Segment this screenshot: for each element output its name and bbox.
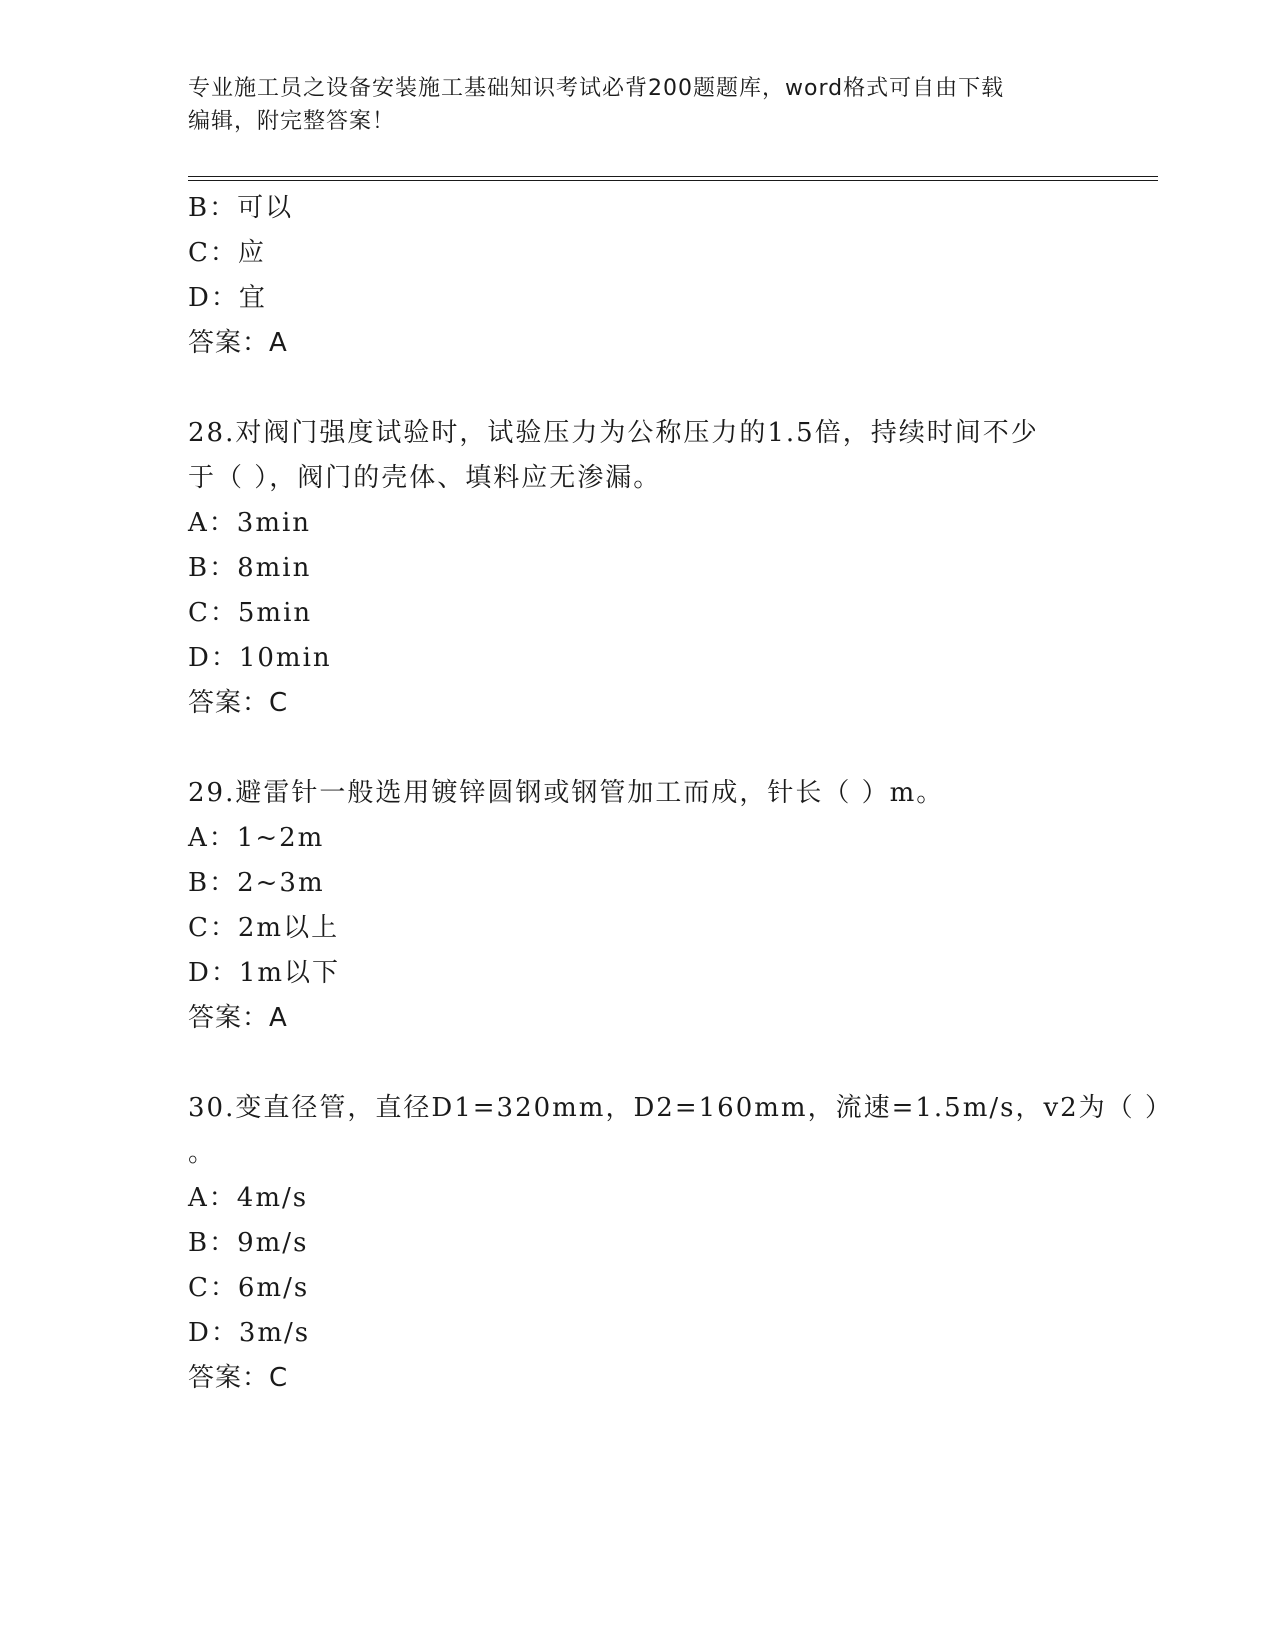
q30-option-b: B：9m/s xyxy=(188,1228,309,1258)
q27-option-c: C：应 xyxy=(188,238,266,268)
q29-stem-line-1: 29.避雷针一般选用镀锌圆钢或钢管加工而成，针长（ ）m。 xyxy=(188,778,945,808)
q30-stem-line-2: 。 xyxy=(188,1138,217,1168)
q30-option-a: A：4m/s xyxy=(188,1183,309,1213)
header-divider-bottom xyxy=(188,180,1158,181)
header-line-2: 编辑，附完整答案！ xyxy=(188,109,396,134)
q28-answer: 答案：C xyxy=(188,688,289,718)
q28-stem-line-1: 28.对阀门强度试验时，试验压力为公称压力的1.5倍，持续时间不少 xyxy=(188,418,1039,448)
q28-option-d: D：10min xyxy=(188,643,332,673)
q30-stem-line-1: 30.变直径管，直径D1=320mm，D2=160mm，流速=1.5m/s，v2为（ ） xyxy=(188,1093,1173,1123)
q28-option-c: C：5min xyxy=(188,598,313,628)
q29-answer: 答案：A xyxy=(188,1003,288,1033)
q28-option-a: A：3min xyxy=(188,508,312,538)
q29-option-b: B：2~3m xyxy=(188,868,325,898)
q27-option-d: D：宜 xyxy=(188,283,267,313)
q29-option-c: C：2m以上 xyxy=(188,913,340,943)
q29-option-d: D：1m以下 xyxy=(188,958,341,988)
q27-answer: 答案：A xyxy=(188,328,288,358)
q27-option-b: B：可以 xyxy=(188,193,294,223)
q30-option-d: D：3m/s xyxy=(188,1318,311,1348)
document-header xyxy=(188,72,1088,138)
header-divider-top xyxy=(188,176,1158,177)
header-line-1: 专业施工员之设备安装施工基础知识考试必背200题题库，word格式可自由下载 xyxy=(188,76,1005,101)
q30-option-c: C：6m/s xyxy=(188,1273,310,1303)
q28-stem-line-2: 于（ ），阀门的壳体、填料应无渗漏。 xyxy=(188,463,662,493)
q30-answer: 答案：C xyxy=(188,1363,289,1393)
q28-option-b: B：8min xyxy=(188,553,312,583)
q29-option-a: A：1~2m xyxy=(188,823,325,853)
